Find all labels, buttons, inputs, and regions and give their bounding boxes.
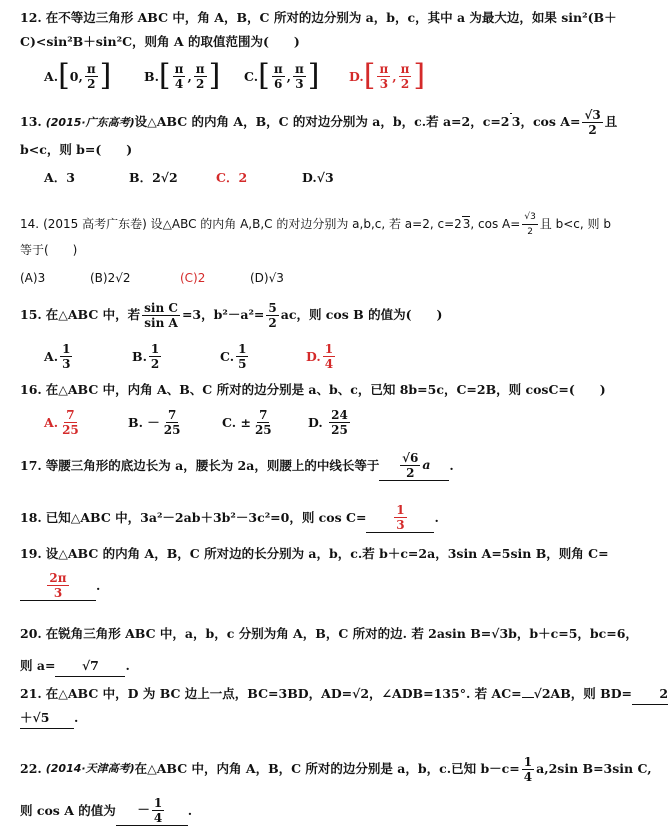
question-12-line2 [20, 32, 620, 52]
answer-blank: － $\frac{1}{4}$ [116, 796, 188, 826]
question-16-options [44, 402, 444, 442]
source-tag: (2014·天津高考) [45, 762, 135, 775]
question-21-line2: ＋√5 . [20, 708, 620, 729]
answer-blank: $\frac{1}{3}$ [366, 503, 434, 533]
option-c[interactable]: C. ± $\frac{7}{25}$ [222, 407, 272, 437]
question-12 [20, 8, 620, 28]
option-b[interactable]: (B)2√2 [90, 271, 131, 285]
option-d-answer[interactable]: D. [ $\frac{\pi}{3}$ , $\frac{\pi}{2}$ ] [349, 58, 426, 93]
question-text: C)<sin²B＋sin²C，则角 A 的取值范围为( ) [20, 34, 300, 49]
question-15-options [44, 336, 444, 376]
option-b[interactable]: B. [ $\frac{\pi}{4}$ , $\frac{\pi}{2}$ ] [144, 58, 221, 93]
question-22-line2: 则 cos A 的值为 － $\frac{1}{4}$ . [20, 796, 193, 825]
option-c-answer[interactable]: (C)2 [180, 271, 206, 285]
question-21: 21. 在△ABC 中，D 为 BC 边上一点，BC=3BD，AD=√2，∠ADB=135°. 若 AC= √2AB，则 BD= 2 [20, 684, 620, 705]
option-b[interactable]: B．2√2 [129, 170, 178, 185]
question-19-line2: $\frac{2\pi}{3}$ . [20, 568, 620, 604]
option-a[interactable]: A. $\frac{1}{3}$ [44, 341, 71, 371]
option-d-answer[interactable]: D. $\frac{1}{4}$ [306, 341, 334, 371]
question-17: 17. 等腰三角形的底边长为 a，腰长为 2a，则腰上的中线长等于 $\frac{√6}{2}$ a . [20, 451, 454, 480]
question-13: 13. (2015·广东高考)设△ABC 的内角 A，B，C 的对边分别为 a，b，c.若 a=2，c=2 3，cos A= $\frac{√3}{2}$ 且 [20, 108, 618, 137]
question-14-line2: 等于( ) [20, 243, 78, 257]
question-12-options [44, 56, 604, 96]
answer-blank: $\frac{√6}{2}$ a [379, 451, 449, 481]
option-b[interactable]: B. $\frac{1}{2}$ [132, 341, 160, 371]
question-15: 15. 在△ABC 中，若 $\frac{\text{sin C}}{\text{sin A}}$ =3，b²－a²= $\frac{5}{2}$ ac，则 cos B 的值为( ) [20, 300, 443, 330]
question-22: 22. (2014·天津高考) 在△ABC 中，内角 A，B，C 所对的边分别是 a，b，c.已知 b－c= $\frac{1}{4}$ a,2sin B=3sin C, [20, 754, 652, 784]
option-c-answer[interactable]: C．2 [216, 170, 248, 185]
answer-blank: $\frac{2\pi}{3}$ [20, 571, 96, 601]
question-20-line2: 则 a= √7 . [20, 656, 620, 677]
question-16: 16. 在△ABC 中，内角 A、B、C 所对的边分别是 a、b、c，已知 8b=5c，C=2B，则 cosC=( ) [20, 382, 606, 397]
question-text: 在不等边三角形 ABC 中，角 A，B，C 所对的边分别为 a，b，c，其中 a 为最大边，如果 sin²(B＋ [45, 10, 617, 25]
question-14: 14. (2015 高考广东卷) 设△ABC 的内角 A,B,C 的对边分别为 a,b,c, 若 a=2, c=23, cos A= $\frac{√3}{2}$ 且 b<c, 则 b [20, 212, 611, 237]
option-a-answer[interactable]: A. $\frac{7}{25}$ [44, 407, 79, 437]
question-20: 20. 在锐角三角形 ABC 中，a，b，c 分别为角 A，B，C 所对的边. 若 2asin B=√3b，b＋c=5，bc=6， [20, 626, 638, 641]
question-number: 12. [20, 10, 42, 25]
option-d[interactable]: (D)√3 [250, 271, 284, 285]
question-18: 18. 已知△ABC 中，3a²－2ab＋3b²－3c²=0，则 cos C= $\frac{1}{3}$ . [20, 503, 439, 532]
option-d[interactable]: D. $\frac{24}{25}$ [308, 407, 348, 437]
question-19: 19. 设△ABC 的内角 A，B，C 所对边的长分别为 a，b，c.若 b＋c=2a，3sin A=5sin B，则角 C= [20, 546, 609, 561]
option-c[interactable]: C. [ $\frac{\pi}{6}$ , $\frac{\pi}{3}$ ] [244, 58, 320, 93]
option-a[interactable]: A．3 [44, 170, 75, 185]
option-a[interactable]: (A)3 [20, 271, 46, 285]
option-d[interactable]: D.√3 [302, 170, 334, 185]
source-tag: (2015·广东高考) [45, 116, 135, 129]
answer-blank: √7 [55, 656, 125, 677]
answer-blank: 2 [632, 684, 668, 705]
option-b[interactable]: B. － $\frac{7}{25}$ [128, 407, 181, 437]
question-13-line2: b<c，则 b=( ) [20, 142, 133, 157]
option-a[interactable]: A. [ 0 , $\frac{\pi}{2}$ ] [44, 58, 112, 93]
option-c[interactable]: C. $\frac{1}{5}$ [220, 341, 247, 371]
